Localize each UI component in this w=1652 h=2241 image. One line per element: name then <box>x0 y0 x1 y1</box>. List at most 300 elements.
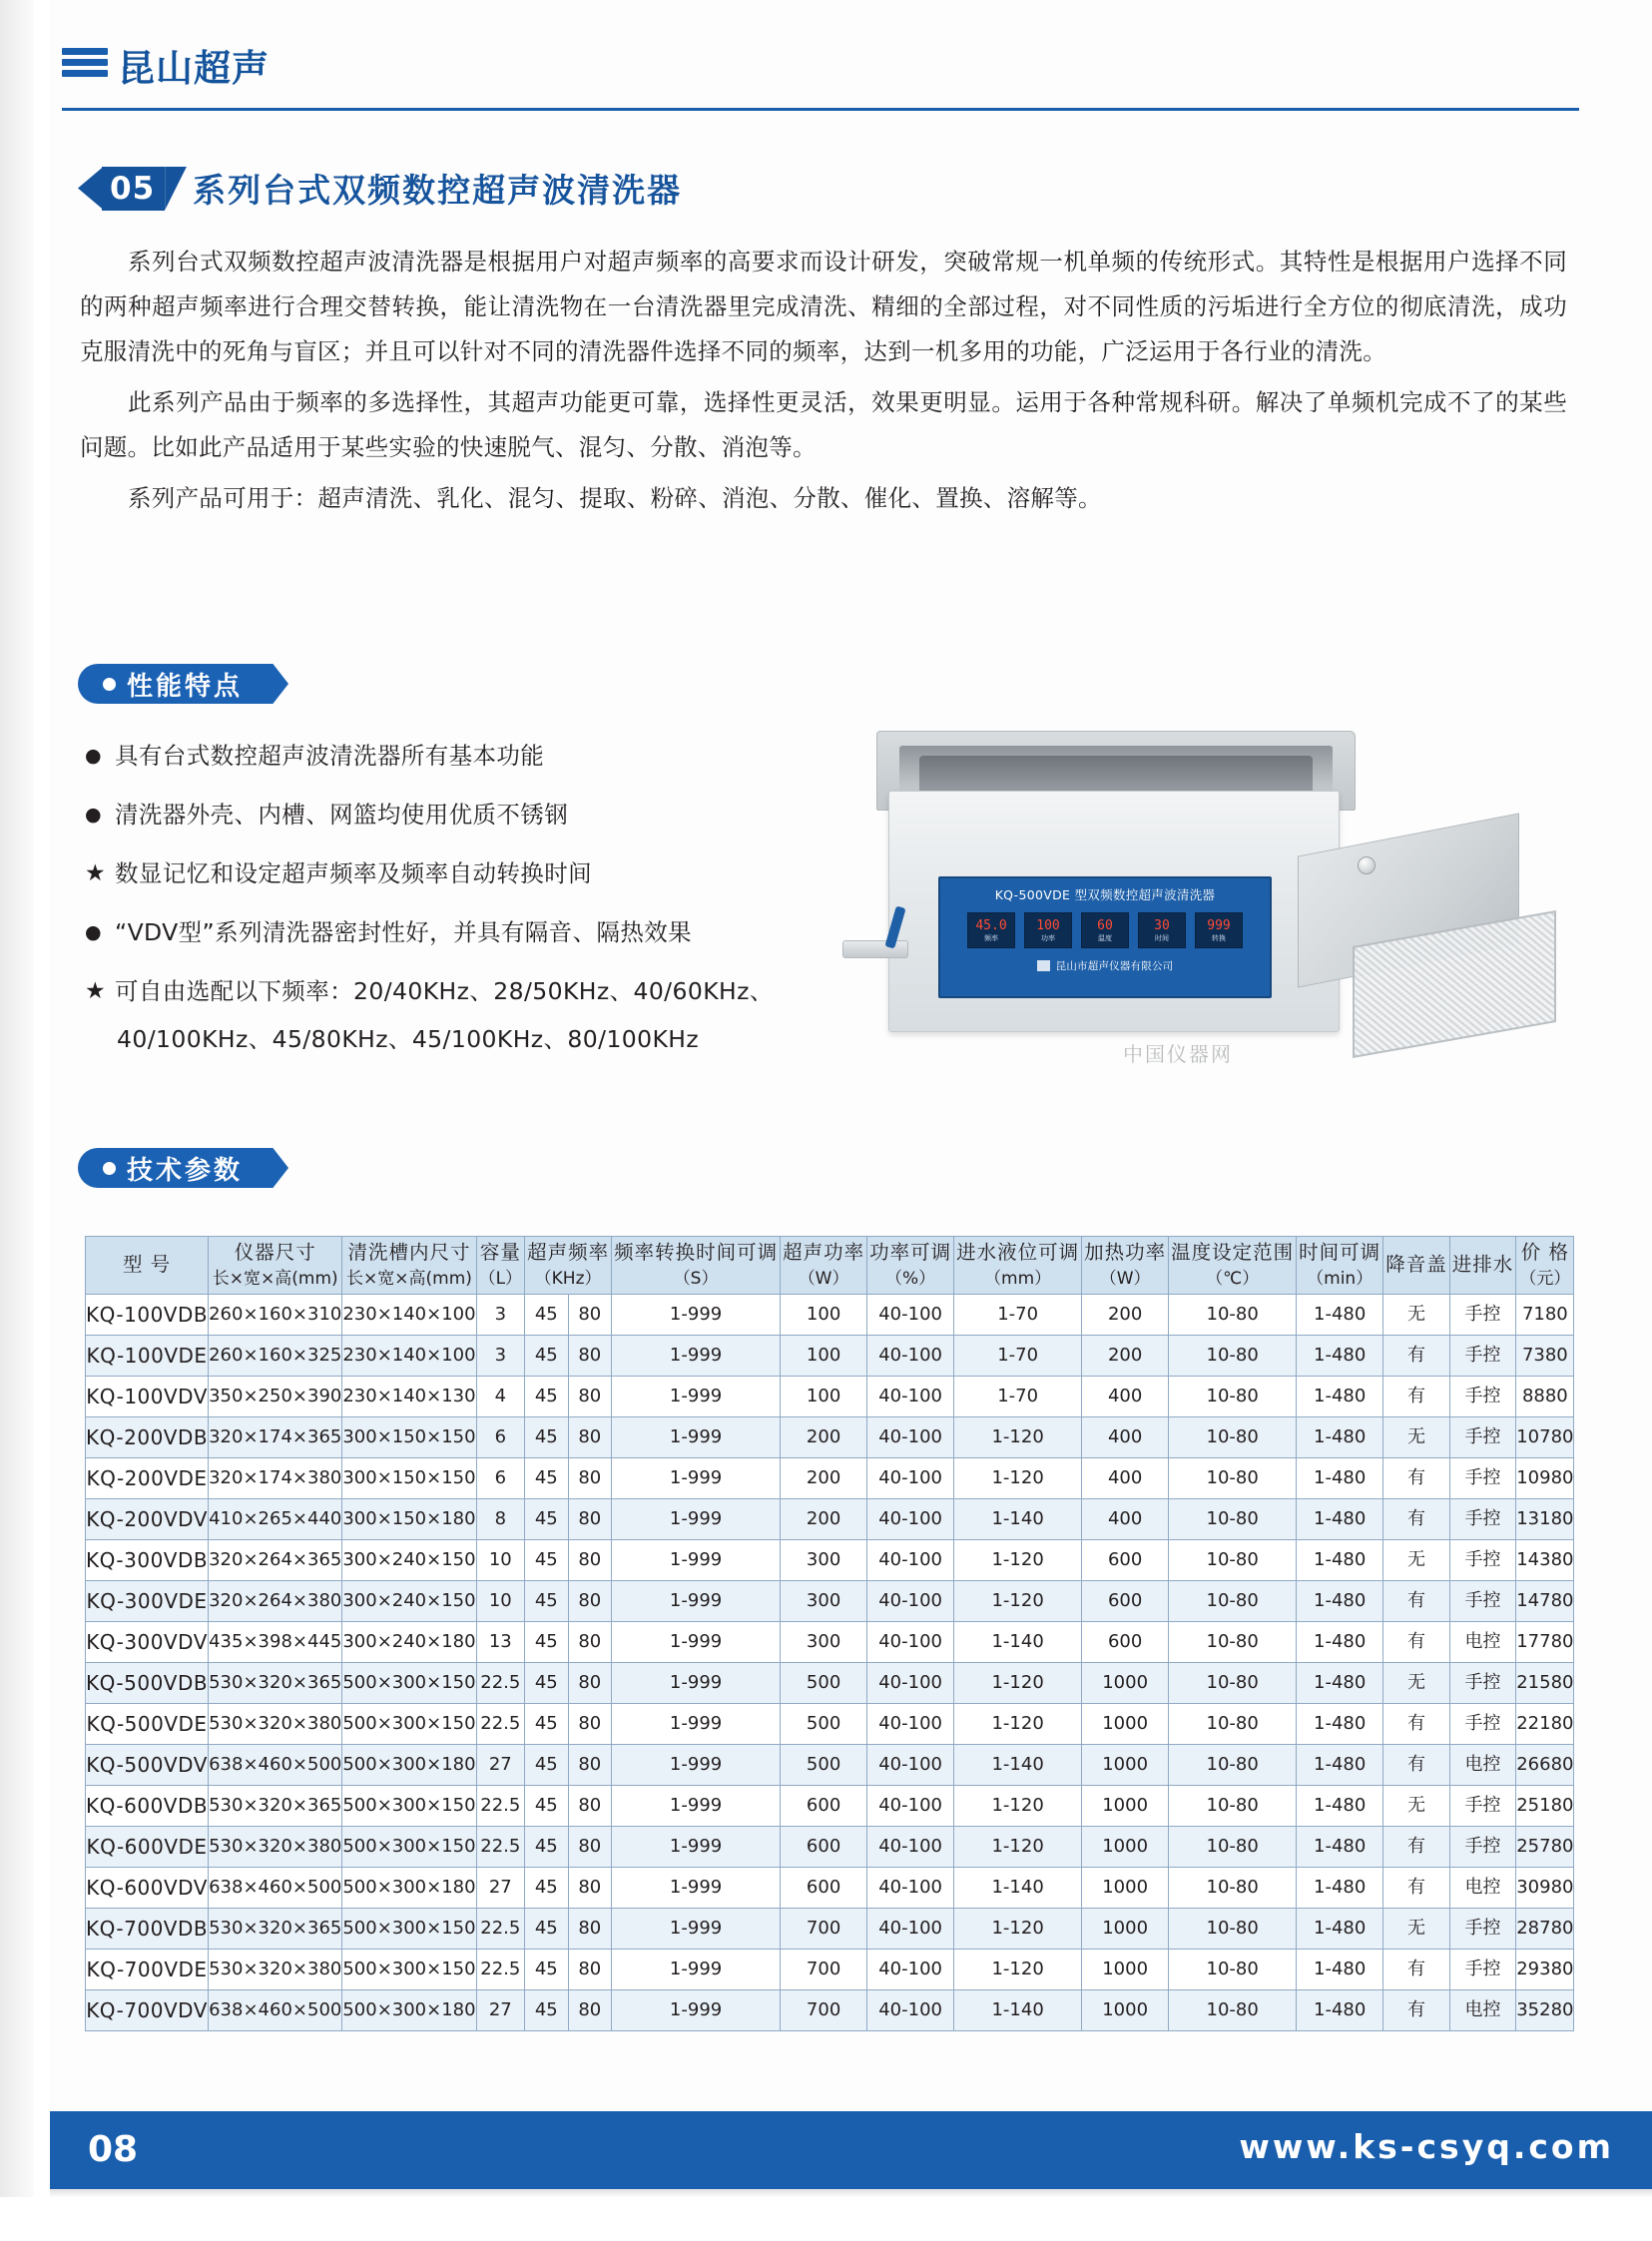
table-cell: 1-999 <box>612 1950 781 1990</box>
display-temperature <box>1081 912 1129 948</box>
table-cell: 10-80 <box>1169 1909 1297 1950</box>
page-title: 系列台式双频数控超声波清洗器 <box>193 171 683 210</box>
table-cell: KQ-200VDV <box>86 1499 209 1540</box>
table-row <box>86 1336 1574 1377</box>
col-temp-range: 温度设定范围 （℃） <box>1169 1237 1297 1295</box>
watermark-text: 中国仪器网 <box>1123 1042 1233 1066</box>
table-cell: 1-480 <box>1297 1868 1383 1909</box>
feature-item <box>85 739 843 773</box>
table-cell: 1000 <box>1082 1868 1169 1909</box>
table-cell: 1-999 <box>612 1417 781 1458</box>
table-cell: 手控 <box>1449 1458 1516 1499</box>
table-cell: 700 <box>781 1950 867 1990</box>
table-cell: 10 <box>476 1540 524 1581</box>
table-cell: 有 <box>1383 1377 1450 1417</box>
table-cell: 80 <box>568 1950 612 1990</box>
page-edge-strip <box>0 0 35 2241</box>
panel-company-label: 昆山市超声仪器有限公司 <box>1055 960 1174 972</box>
table-cell: 22.5 <box>476 1950 524 1990</box>
table-cell: 80 <box>568 1909 612 1950</box>
table-cell: 1-999 <box>612 1909 781 1950</box>
table-cell: KQ-600VDV <box>86 1868 209 1909</box>
table-cell: 手控 <box>1449 1909 1516 1950</box>
table-cell: 1-120 <box>954 1827 1082 1868</box>
table-cell: KQ-300VDB <box>86 1540 209 1581</box>
table-cell: 手控 <box>1449 1950 1516 1990</box>
table-cell: 300×150×180 <box>342 1499 476 1540</box>
table-cell: 300×150×150 <box>342 1458 476 1499</box>
table-row <box>86 1417 1574 1458</box>
table-cell: 10-80 <box>1169 1336 1297 1377</box>
col-water-level: 进水液位可调 （mm） <box>954 1237 1082 1295</box>
table-cell: 410×265×440 <box>209 1499 342 1540</box>
col-volume: 容量 （L） <box>476 1237 524 1295</box>
table-cell: 10-80 <box>1169 1990 1297 2031</box>
paragraph-1: 系列台式双频数控超声波清洗器是根据用户对超声频率的高要求而设计研发，突破常规一机单频的传统形式。其特性是根据用户选择不同的两种超声频率进行合理交替转换，能让清洗物在一台清洗器里完成清洗、精细的全部过程，对不同性质的污垢进行全方位的彻底清洗，成功克服清洗中的死角与盲区；并且可以针对不同的清洗器件选择不同的频率，达到一机多用的功能，广泛运用于各行业的清洗。 <box>80 248 1567 365</box>
table-cell: 1-120 <box>954 1458 1082 1499</box>
table-row <box>86 1663 1574 1704</box>
table-cell: 7380 <box>1516 1336 1574 1377</box>
table-cell: 手控 <box>1449 1663 1516 1704</box>
intro-paragraphs <box>80 240 1567 527</box>
display-frequency <box>967 912 1015 948</box>
table-cell: 500×300×150 <box>342 1909 476 1950</box>
display-value: 30 <box>1154 917 1170 933</box>
tech-heading-ribbon <box>78 1148 273 1188</box>
table-row <box>86 1295 1574 1336</box>
table-cell: 1-480 <box>1297 1622 1383 1663</box>
display-caption: 温度 <box>1098 933 1112 942</box>
table-cell: 1-70 <box>954 1295 1082 1336</box>
col-model: 型 号 <box>86 1237 209 1295</box>
table-cell: 1-999 <box>612 1336 781 1377</box>
table-cell: 80 <box>568 1868 612 1909</box>
display-caption: 时间 <box>1155 933 1169 942</box>
table-cell: 400 <box>1082 1499 1169 1540</box>
table-cell: 10980 <box>1516 1458 1574 1499</box>
table-cell: 500×300×180 <box>342 1745 476 1786</box>
col-ultrasonic-power: 超声功率 （W） <box>781 1237 867 1295</box>
feature-text: 清洗器外壳、内槽、网篮均使用优质不锈钢 <box>115 801 569 829</box>
table-cell: 无 <box>1383 1295 1450 1336</box>
table-cell: 手控 <box>1449 1377 1516 1417</box>
table-cell: 22.5 <box>476 1704 524 1745</box>
display-value: 60 <box>1097 917 1113 933</box>
table-cell: 手控 <box>1449 1786 1516 1827</box>
table-cell: 有 <box>1383 1827 1450 1868</box>
table-cell: 500×300×150 <box>342 1827 476 1868</box>
display-value: 100 <box>1036 917 1060 933</box>
table-row <box>86 1540 1574 1581</box>
table-cell: 1-480 <box>1297 1417 1383 1458</box>
table-cell: 300×150×150 <box>342 1417 476 1458</box>
table-cell: 700 <box>781 1990 867 2031</box>
table-cell: 无 <box>1383 1540 1450 1581</box>
table-cell: 80 <box>568 1827 612 1868</box>
table-row <box>86 1581 1574 1622</box>
page-edge-strip-inner <box>34 0 50 2241</box>
table-cell: 40-100 <box>867 1745 954 1786</box>
table-cell: 40-100 <box>867 1377 954 1417</box>
table-cell: 300 <box>781 1622 867 1663</box>
table-cell: 1-120 <box>954 1540 1082 1581</box>
table-cell: 500×300×180 <box>342 1990 476 2031</box>
table-cell: 300×240×150 <box>342 1581 476 1622</box>
table-cell: 1-999 <box>612 1704 781 1745</box>
table-row <box>86 1909 1574 1950</box>
table-cell: 有 <box>1383 1868 1450 1909</box>
lid-knob-icon <box>1358 856 1376 874</box>
table-cell: 手控 <box>1449 1336 1516 1377</box>
star-marker-icon: ★ <box>85 978 106 1004</box>
table-cell: 27 <box>476 1745 524 1786</box>
table-cell: 1-480 <box>1297 1990 1383 2031</box>
table-cell: 1-120 <box>954 1663 1082 1704</box>
table-cell: 260×160×325 <box>209 1336 342 1377</box>
table-cell: 1000 <box>1082 1663 1169 1704</box>
table-cell: 300×240×180 <box>342 1622 476 1663</box>
table-cell: 80 <box>568 1622 612 1663</box>
table-cell: 80 <box>568 1295 612 1336</box>
table-cell: 530×320×365 <box>209 1909 342 1950</box>
page-bottom-margin <box>0 2197 1652 2241</box>
table-cell: 600 <box>781 1786 867 1827</box>
product-photo <box>799 679 1557 1128</box>
table-cell: 27 <box>476 1990 524 2031</box>
table-cell: 45 <box>525 1458 569 1499</box>
table-cell: 手控 <box>1449 1581 1516 1622</box>
table-cell: 320×264×380 <box>209 1581 342 1622</box>
table-cell: 10-80 <box>1169 1786 1297 1827</box>
table-cell: 手控 <box>1449 1499 1516 1540</box>
table-cell: 80 <box>568 1663 612 1704</box>
table-cell: 有 <box>1383 1990 1450 2031</box>
table-cell: 10-80 <box>1169 1868 1297 1909</box>
table-cell: KQ-600VDE <box>86 1827 209 1868</box>
table-cell: 45 <box>525 1950 569 1990</box>
table-cell: 27 <box>476 1868 524 1909</box>
table-cell: 10-80 <box>1169 1827 1297 1868</box>
paragraph-2: 此系列产品由于频率的多选择性，其超声功能更可靠，选择性更灵活，效果更明显。运用于各种常规科研。解决了单频机完成不了的某些问题。比如此产品适用于某些实验的快速脱气、混匀、分散、消泡等。 <box>80 388 1567 461</box>
table-cell: 1-140 <box>954 1499 1082 1540</box>
table-cell: 1-480 <box>1297 1745 1383 1786</box>
table-cell: 40-100 <box>867 1786 954 1827</box>
table-cell: 45 <box>525 1704 569 1745</box>
table-cell: 10-80 <box>1169 1745 1297 1786</box>
tech-heading-text: 技术参数 <box>127 1155 244 1186</box>
bullet-marker-icon: ● <box>85 745 102 767</box>
bullet-dot-icon <box>100 675 119 694</box>
table-cell: 10-80 <box>1169 1540 1297 1581</box>
table-cell: 无 <box>1383 1909 1450 1950</box>
features-heading-plate <box>78 664 273 704</box>
page-header <box>62 38 1579 100</box>
col-drainage: 进排水 <box>1449 1237 1516 1295</box>
table-cell: 40-100 <box>867 1622 954 1663</box>
table-cell: 500 <box>781 1663 867 1704</box>
table-cell: 22180 <box>1516 1704 1574 1745</box>
table-row <box>86 1950 1574 1990</box>
table-cell: 40-100 <box>867 1990 954 2031</box>
table-cell: 29380 <box>1516 1950 1574 1990</box>
section-title-row <box>78 165 682 212</box>
control-panel <box>938 876 1272 998</box>
table-cell: 40-100 <box>867 1663 954 1704</box>
table-cell: 530×320×380 <box>209 1704 342 1745</box>
table-cell: 22.5 <box>476 1786 524 1827</box>
table-cell: 40-100 <box>867 1417 954 1458</box>
feature-text: 具有台式数控超声波清洗器所有基本功能 <box>115 742 545 770</box>
table-cell: 45 <box>525 1868 569 1909</box>
table-cell: KQ-700VDE <box>86 1950 209 1990</box>
table-cell: 80 <box>568 1745 612 1786</box>
table-cell: 1-480 <box>1297 1950 1383 1990</box>
section-plate-tail-icon <box>165 167 187 211</box>
table-cell: 26680 <box>1516 1745 1574 1786</box>
display-caption: 转换 <box>1212 933 1226 942</box>
table-cell: 320×174×380 <box>209 1458 342 1499</box>
table-cell: 200 <box>1082 1295 1169 1336</box>
table-cell: 40-100 <box>867 1909 954 1950</box>
col-device-dim: 仪器尺寸 长×宽×高(mm) <box>209 1237 342 1295</box>
table-cell: 28780 <box>1516 1909 1574 1950</box>
col-switch-time: 频率转换时间可调 （S） <box>612 1237 781 1295</box>
feature-text-line2: 40/100KHz、45/80KHz、45/100KHz、80/100KHz <box>117 1025 700 1053</box>
col-heating-power: 加热功率 （W） <box>1082 1237 1169 1295</box>
col-tank-dim: 清洗槽内尺寸 长×宽×高(mm) <box>342 1237 476 1295</box>
table-cell: 1-999 <box>612 1663 781 1704</box>
table-cell: 1-999 <box>612 1990 781 2031</box>
table-cell: 1-480 <box>1297 1377 1383 1417</box>
table-cell: 1-480 <box>1297 1540 1383 1581</box>
table-cell: 有 <box>1383 1704 1450 1745</box>
table-cell: 1-480 <box>1297 1581 1383 1622</box>
table-cell: 6 <box>476 1417 524 1458</box>
table-cell: 40-100 <box>867 1827 954 1868</box>
table-cell: KQ-100VDV <box>86 1377 209 1417</box>
table-cell: 1-120 <box>954 1786 1082 1827</box>
table-cell: 10-80 <box>1169 1663 1297 1704</box>
table-cell: 500 <box>781 1745 867 1786</box>
table-cell: 300 <box>781 1540 867 1581</box>
table-cell: 30980 <box>1516 1868 1574 1909</box>
features-list <box>85 739 843 1081</box>
table-cell: 40-100 <box>867 1499 954 1540</box>
table-cell: KQ-100VDB <box>86 1295 209 1336</box>
col-sound-cover: 降音盖 <box>1383 1237 1450 1295</box>
table-cell: 1-999 <box>612 1622 781 1663</box>
table-cell: 100 <box>781 1295 867 1336</box>
table-cell: 600 <box>781 1868 867 1909</box>
table-cell: 400 <box>1082 1417 1169 1458</box>
table-cell: 22.5 <box>476 1827 524 1868</box>
table-cell: 1-999 <box>612 1377 781 1417</box>
table-cell: KQ-200VDB <box>86 1417 209 1458</box>
col-price: 价 格 （元） <box>1516 1237 1574 1295</box>
table-cell: 300 <box>781 1581 867 1622</box>
table-cell: 10-80 <box>1169 1622 1297 1663</box>
table-cell: 1-120 <box>954 1581 1082 1622</box>
table-cell: 1-120 <box>954 1704 1082 1745</box>
table-cell: 有 <box>1383 1950 1450 1990</box>
table-row <box>86 1377 1574 1417</box>
feature-text: 数显记忆和设定超声频率及频率自动转换时间 <box>115 859 592 887</box>
table-cell: 45 <box>525 1581 569 1622</box>
table-row <box>86 1745 1574 1786</box>
table-cell: 700 <box>781 1909 867 1950</box>
display-power <box>1024 912 1072 948</box>
table-cell: KQ-300VDV <box>86 1622 209 1663</box>
table-cell: 40-100 <box>867 1336 954 1377</box>
table-cell: 1-120 <box>954 1909 1082 1950</box>
table-cell: 200 <box>781 1458 867 1499</box>
table-cell: 1-140 <box>954 1622 1082 1663</box>
table-cell: 10780 <box>1516 1417 1574 1458</box>
table-cell: 45 <box>525 1786 569 1827</box>
wave-bars-logo-icon <box>62 45 108 85</box>
table-cell: 600 <box>781 1827 867 1868</box>
feature-item <box>85 856 843 890</box>
col-time-adjust: 时间可调 （min） <box>1297 1237 1383 1295</box>
table-cell: 7180 <box>1516 1295 1574 1336</box>
table-cell: 45 <box>525 1417 569 1458</box>
table-cell: 600 <box>1082 1581 1169 1622</box>
table-cell: 45 <box>525 1745 569 1786</box>
table-cell: 1-120 <box>954 1417 1082 1458</box>
table-cell: 电控 <box>1449 1745 1516 1786</box>
display-switch-time <box>1195 912 1243 948</box>
table-cell: 无 <box>1383 1663 1450 1704</box>
table-cell: 80 <box>568 1786 612 1827</box>
table-cell: 200 <box>781 1417 867 1458</box>
table-cell: 45 <box>525 1909 569 1950</box>
table-cell: 有 <box>1383 1458 1450 1499</box>
table-cell: 有 <box>1383 1745 1450 1786</box>
website-url[interactable]: www.ks-csyq.com <box>1239 2127 1614 2166</box>
table-cell: 1-70 <box>954 1336 1082 1377</box>
page-number: 08 <box>88 2129 139 2170</box>
table-cell: 80 <box>568 1377 612 1417</box>
table-cell: 500×300×180 <box>342 1868 476 1909</box>
table-row <box>86 1704 1574 1745</box>
panel-footer <box>940 958 1270 973</box>
table-row <box>86 1990 1574 2031</box>
table-cell: 45 <box>525 1990 569 2031</box>
table-cell: 500 <box>781 1704 867 1745</box>
footer-shadow <box>50 2189 1652 2197</box>
table-cell: 638×460×500 <box>209 1868 342 1909</box>
brand-name: 昆山超声 <box>118 47 270 90</box>
table-cell: KQ-100VDE <box>86 1336 209 1377</box>
display-caption: 频率 <box>984 933 998 942</box>
left-arrow-icon <box>78 167 104 211</box>
table-row <box>86 1622 1574 1663</box>
tech-params-table <box>85 1236 1574 2031</box>
table-cell: KQ-600VDB <box>86 1786 209 1827</box>
table-cell: 320×264×365 <box>209 1540 342 1581</box>
table-cell: 1000 <box>1082 1990 1169 2031</box>
section-number-plate <box>102 167 165 211</box>
tank-inner-bottom <box>919 756 1313 796</box>
features-heading-text: 性能特点 <box>127 671 244 702</box>
table-cell: 13 <box>476 1622 524 1663</box>
tech-heading-plate <box>78 1148 273 1188</box>
table-cell: 14380 <box>1516 1540 1574 1581</box>
table-cell: 500×300×150 <box>342 1786 476 1827</box>
table-cell: 手控 <box>1449 1827 1516 1868</box>
feature-item <box>85 915 843 949</box>
table-cell: 1-480 <box>1297 1499 1383 1540</box>
table-cell: 530×320×380 <box>209 1827 342 1868</box>
table-cell: 80 <box>568 1990 612 2031</box>
brand-logo <box>62 38 1579 92</box>
table-cell: 17780 <box>1516 1622 1574 1663</box>
table-cell: 10-80 <box>1169 1704 1297 1745</box>
table-cell: 500×300×150 <box>342 1663 476 1704</box>
bullet-dot-icon <box>100 1159 119 1178</box>
table-cell: 500×300×150 <box>342 1704 476 1745</box>
table-cell: 1-70 <box>954 1377 1082 1417</box>
table-cell: 230×140×100 <box>342 1295 476 1336</box>
table-cell: 1-999 <box>612 1499 781 1540</box>
table-cell: 有 <box>1383 1622 1450 1663</box>
table-cell: 10-80 <box>1169 1377 1297 1417</box>
table-cell: KQ-700VDV <box>86 1990 209 2031</box>
bullet-marker-icon: ● <box>85 921 102 943</box>
table-cell: 45 <box>525 1336 569 1377</box>
table-cell: 1-480 <box>1297 1663 1383 1704</box>
table-cell: 40-100 <box>867 1704 954 1745</box>
table-cell: 80 <box>568 1417 612 1458</box>
table-row <box>86 1499 1574 1540</box>
table-cell: 14780 <box>1516 1581 1574 1622</box>
table-cell: KQ-700VDB <box>86 1909 209 1950</box>
table-cell: 1-120 <box>954 1950 1082 1990</box>
table-cell: 200 <box>1082 1336 1169 1377</box>
table-cell: 1-999 <box>612 1295 781 1336</box>
table-row <box>86 1786 1574 1827</box>
panel-logo-icon <box>1037 960 1050 971</box>
table-cell: 400 <box>1082 1458 1169 1499</box>
table-cell: 手控 <box>1449 1704 1516 1745</box>
table-cell: 1000 <box>1082 1909 1169 1950</box>
table-cell: 80 <box>568 1540 612 1581</box>
table-cell: 25180 <box>1516 1786 1574 1827</box>
table-cell: 260×160×310 <box>209 1295 342 1336</box>
table-cell: KQ-500VDB <box>86 1663 209 1704</box>
display-time <box>1138 912 1186 948</box>
table-cell: 13180 <box>1516 1499 1574 1540</box>
table-cell: 80 <box>568 1336 612 1377</box>
section-number: 05 <box>110 170 156 207</box>
table-cell: 500×300×150 <box>342 1950 476 1990</box>
table-cell: 有 <box>1383 1499 1450 1540</box>
table-cell: 35280 <box>1516 1990 1574 2031</box>
table-cell: 600 <box>1082 1622 1169 1663</box>
table-cell: 45 <box>525 1827 569 1868</box>
table-cell: 3 <box>476 1336 524 1377</box>
table-cell: 1-140 <box>954 1990 1082 2031</box>
table-cell: 200 <box>781 1499 867 1540</box>
table-cell: 1-480 <box>1297 1458 1383 1499</box>
table-cell: 有 <box>1383 1581 1450 1622</box>
table-cell: 1-480 <box>1297 1336 1383 1377</box>
table-cell: 100 <box>781 1336 867 1377</box>
table-cell: 8880 <box>1516 1377 1574 1417</box>
table-row <box>86 1458 1574 1499</box>
table-cell: 1-999 <box>612 1868 781 1909</box>
table-cell: 1000 <box>1082 1786 1169 1827</box>
